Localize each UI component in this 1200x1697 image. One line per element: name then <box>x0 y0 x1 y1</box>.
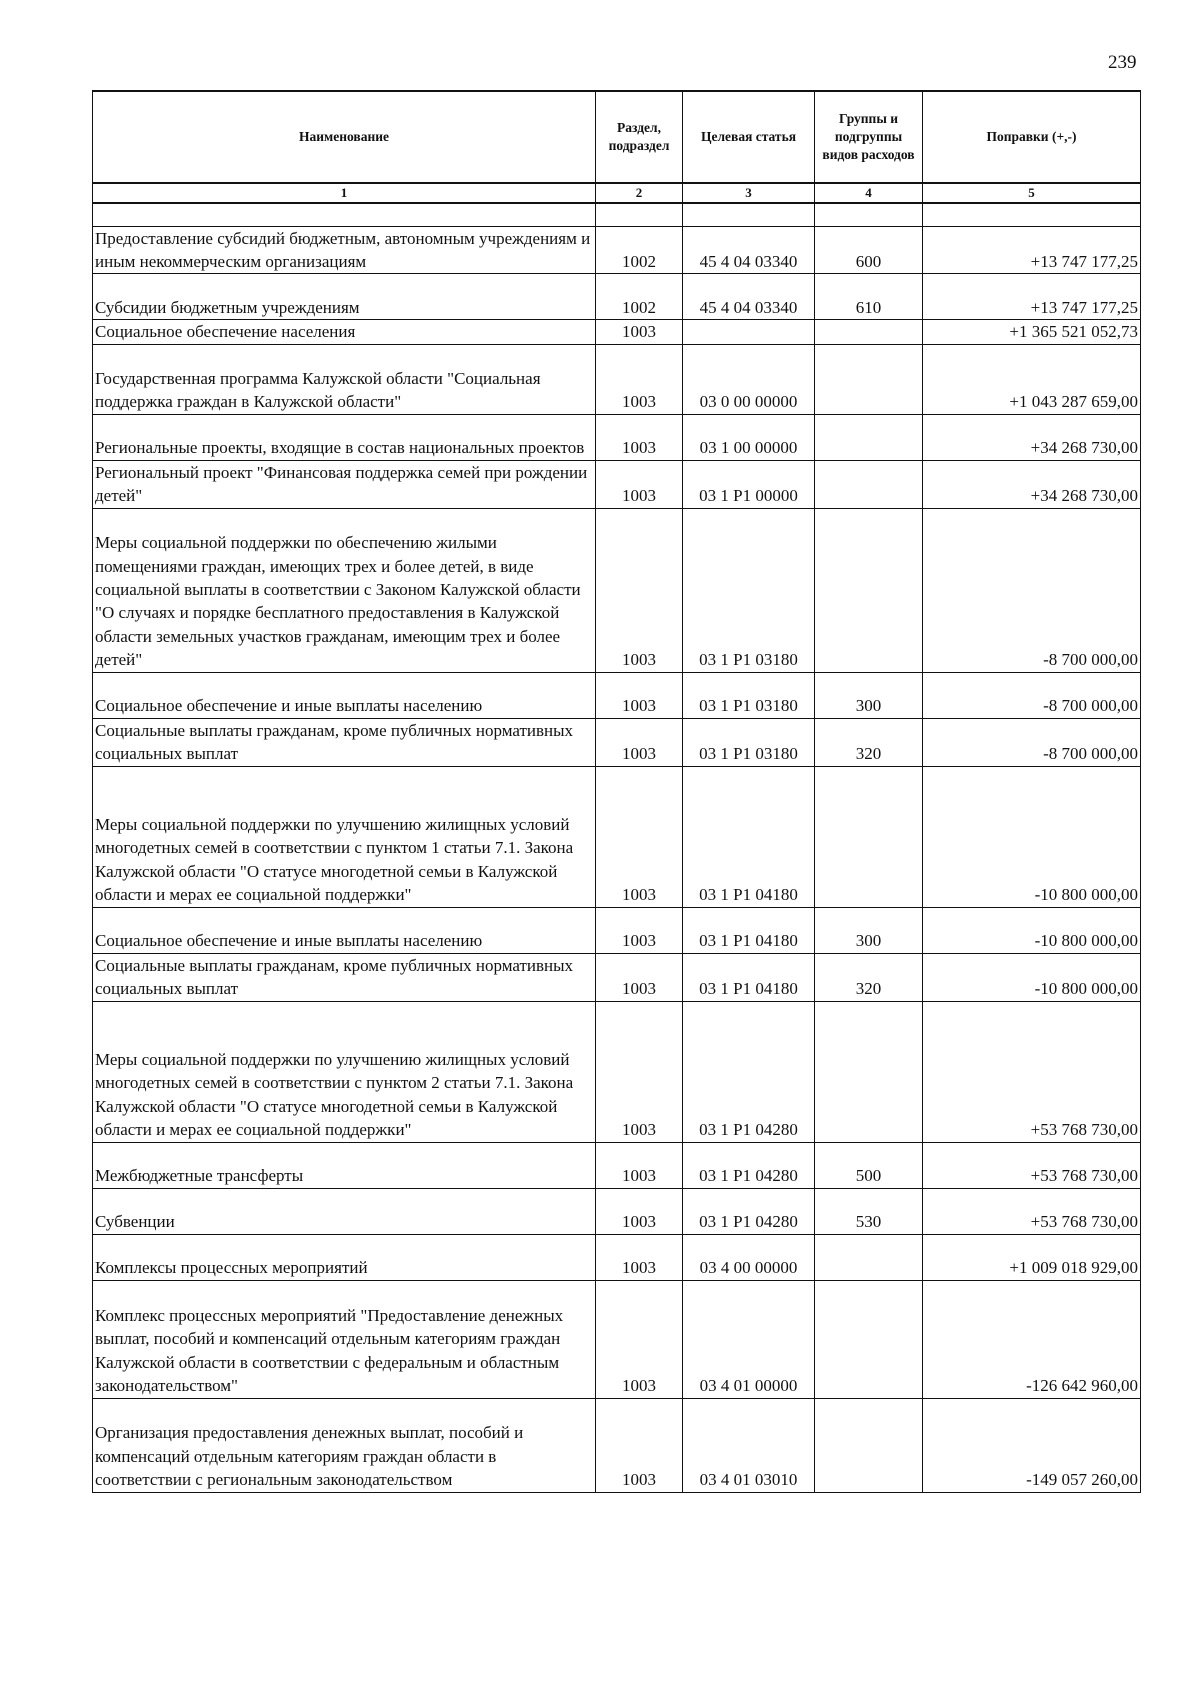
row-name: Региональные проекты, входящие в состав национальных проектов <box>93 414 596 460</box>
table-row <box>93 414 1141 460</box>
row-section: 1002 <box>596 226 683 274</box>
table-row <box>93 460 1141 508</box>
row-target-article <box>683 320 815 344</box>
table-row <box>93 1142 1141 1188</box>
row-section: 1003 <box>596 907 683 953</box>
row-section: 1003 <box>596 1188 683 1234</box>
row-section: 1003 <box>596 1142 683 1188</box>
row-expense-group <box>815 344 923 414</box>
row-amount: +13 747 177,25 <box>923 274 1141 320</box>
row-amount: +1 365 521 052,73 <box>923 320 1141 344</box>
row-section: 1003 <box>596 718 683 766</box>
row-expense-group: 320 <box>815 718 923 766</box>
row-name: Субвенции <box>93 1188 596 1234</box>
row-section: 1003 <box>596 1001 683 1142</box>
row-name: Государственная программа Калужской области "Социальная поддержка граждан в Калужской области" <box>93 344 596 414</box>
row-expense-group: 600 <box>815 226 923 274</box>
row-target-article: 03 1 P1 04280 <box>683 1001 815 1142</box>
row-target-article: 03 1 00 00000 <box>683 414 815 460</box>
row-section: 1003 <box>596 344 683 414</box>
row-target-article: 03 1 P1 04180 <box>683 953 815 1001</box>
row-target-article: 45 4 04 03340 <box>683 226 815 274</box>
row-target-article: 03 4 00 00000 <box>683 1234 815 1280</box>
header-expense-group: Группы и подгруппы видов расходов <box>815 91 923 183</box>
row-section: 1003 <box>596 766 683 907</box>
table-row <box>93 718 1141 766</box>
row-target-article: 03 1 P1 03180 <box>683 672 815 718</box>
table-row <box>93 508 1141 672</box>
budget-amendments-table <box>92 90 1141 1493</box>
row-expense-group: 320 <box>815 953 923 1001</box>
row-section: 1003 <box>596 460 683 508</box>
row-section: 1003 <box>596 508 683 672</box>
row-name: Межбюджетные трансферты <box>93 1142 596 1188</box>
row-target-article: 03 1 P1 03180 <box>683 508 815 672</box>
table-row <box>93 320 1141 344</box>
page-number: 239 <box>1108 52 1137 73</box>
row-target-article: 03 1 P1 04280 <box>683 1188 815 1234</box>
row-expense-group <box>815 1234 923 1280</box>
table-row <box>93 344 1141 414</box>
row-section: 1003 <box>596 1398 683 1492</box>
row-name: Предоставление субсидий бюджетным, автономным учреждениям и иным некоммерческим организациям <box>93 226 596 274</box>
column-number: 3 <box>683 183 815 203</box>
row-name: Социальное обеспечение и иные выплаты населению <box>93 672 596 718</box>
row-expense-group <box>815 320 923 344</box>
table-row <box>93 766 1141 907</box>
row-expense-group: 500 <box>815 1142 923 1188</box>
row-amount: +34 268 730,00 <box>923 460 1141 508</box>
row-name: Социальное обеспечение и иные выплаты населению <box>93 907 596 953</box>
table-spacer <box>93 203 1141 227</box>
table-row <box>93 907 1141 953</box>
row-amount: -149 057 260,00 <box>923 1398 1141 1492</box>
column-number: 2 <box>596 183 683 203</box>
row-section: 1002 <box>596 274 683 320</box>
header-name: Наименование <box>93 91 596 183</box>
row-amount: +53 768 730,00 <box>923 1188 1141 1234</box>
row-expense-group <box>815 1398 923 1492</box>
row-expense-group: 300 <box>815 907 923 953</box>
row-expense-group <box>815 1280 923 1398</box>
row-expense-group: 530 <box>815 1188 923 1234</box>
row-name: Социальное обеспечение населения <box>93 320 596 344</box>
row-amount: -10 800 000,00 <box>923 907 1141 953</box>
row-amount: +1 009 018 929,00 <box>923 1234 1141 1280</box>
row-expense-group <box>815 766 923 907</box>
row-name: Социальные выплаты гражданам, кроме публичных нормативных социальных выплат <box>93 718 596 766</box>
table-row <box>93 1280 1141 1398</box>
row-section: 1003 <box>596 672 683 718</box>
row-target-article: 03 1 P1 00000 <box>683 460 815 508</box>
table-row <box>93 953 1141 1001</box>
row-target-article: 03 1 P1 04180 <box>683 766 815 907</box>
row-name: Меры социальной поддержки по улучшению жилищных условий многодетных семей в соответствии с пунктом 2 статьи 7.1. Закона Калужской области "О статусе многодетной семьи в Калужской области и мерах ее социальной поддержки" <box>93 1001 596 1142</box>
row-amount: -10 800 000,00 <box>923 766 1141 907</box>
table-row <box>93 226 1141 274</box>
row-name: Меры социальной поддержки по улучшению жилищных условий многодетных семей в соответствии с пунктом 1 статьи 7.1. Закона Калужской области "О статусе многодетной семьи в Калужской области и мерах ее социальной поддержки" <box>93 766 596 907</box>
row-name: Субсидии бюджетным учреждениям <box>93 274 596 320</box>
row-expense-group <box>815 508 923 672</box>
row-expense-group <box>815 414 923 460</box>
row-target-article: 03 4 01 03010 <box>683 1398 815 1492</box>
row-target-article: 03 1 P1 04180 <box>683 907 815 953</box>
row-target-article: 03 0 00 00000 <box>683 344 815 414</box>
row-target-article: 03 1 P1 04280 <box>683 1142 815 1188</box>
row-target-article: 03 4 01 00000 <box>683 1280 815 1398</box>
row-amount: -8 700 000,00 <box>923 718 1141 766</box>
row-expense-group: 610 <box>815 274 923 320</box>
row-section: 1003 <box>596 320 683 344</box>
header-amendments: Поправки (+,-) <box>923 91 1141 183</box>
header-section: Раздел, подраздел <box>596 91 683 183</box>
row-target-article: 45 4 04 03340 <box>683 274 815 320</box>
row-amount: -8 700 000,00 <box>923 672 1141 718</box>
row-amount: +1 043 287 659,00 <box>923 344 1141 414</box>
table-row <box>93 1234 1141 1280</box>
row-name: Меры социальной поддержки по обеспечению жилыми помещениями граждан, имеющих трех и более детей, в виде социальной выплаты в соответствии с Законом Калужской области "О случаях и порядке бесплатного предоставления в Калужской области земельных участков гражданам, имеющим трех и более детей" <box>93 508 596 672</box>
row-name: Комплекс процессных мероприятий "Предоставление денежных выплат, пособий и компенсаций отдельным категориям граждан Калужской области в соответствии с федеральным и областным законодательством" <box>93 1280 596 1398</box>
row-amount: -10 800 000,00 <box>923 953 1141 1001</box>
row-name: Региональный проект "Финансовая поддержка семей при рождении детей" <box>93 460 596 508</box>
row-name: Комплексы процессных мероприятий <box>93 1234 596 1280</box>
row-amount: +53 768 730,00 <box>923 1001 1141 1142</box>
row-expense-group <box>815 460 923 508</box>
row-section: 1003 <box>596 953 683 1001</box>
header-target-article: Целевая статья <box>683 91 815 183</box>
column-number: 4 <box>815 183 923 203</box>
table-body <box>93 203 1141 1493</box>
row-amount: -8 700 000,00 <box>923 508 1141 672</box>
row-expense-group: 300 <box>815 672 923 718</box>
row-name: Организация предоставления денежных выплат, пособий и компенсаций отдельным категориям граждан области в соответствии с региональным законодательством <box>93 1398 596 1492</box>
row-amount: +34 268 730,00 <box>923 414 1141 460</box>
row-section: 1003 <box>596 414 683 460</box>
row-amount: +13 747 177,25 <box>923 226 1141 274</box>
row-expense-group <box>815 1001 923 1142</box>
table-row <box>93 672 1141 718</box>
row-amount: -126 642 960,00 <box>923 1280 1141 1398</box>
row-name: Социальные выплаты гражданам, кроме публичных нормативных социальных выплат <box>93 953 596 1001</box>
column-number: 5 <box>923 183 1141 203</box>
table-row <box>93 1398 1141 1492</box>
row-section: 1003 <box>596 1234 683 1280</box>
row-section: 1003 <box>596 1280 683 1398</box>
table-row <box>93 274 1141 320</box>
table-row <box>93 1001 1141 1142</box>
column-number: 1 <box>93 183 596 203</box>
table-row <box>93 1188 1141 1234</box>
row-target-article: 03 1 P1 03180 <box>683 718 815 766</box>
row-amount: +53 768 730,00 <box>923 1142 1141 1188</box>
